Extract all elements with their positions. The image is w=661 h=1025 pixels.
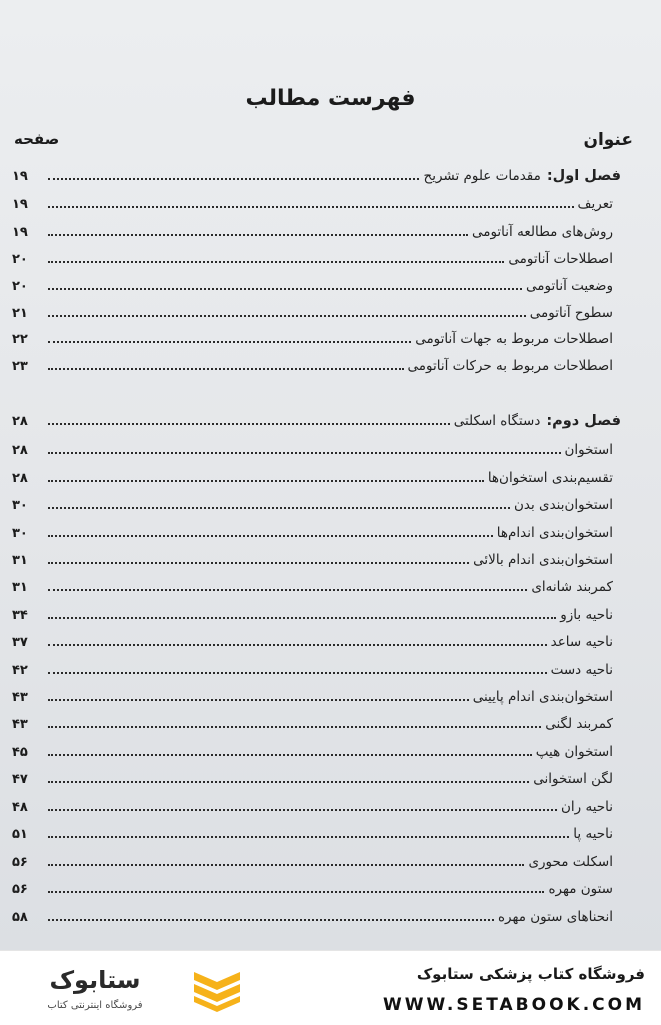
toc-entry-label: کمربند لگنی [545, 716, 613, 732]
dot-leader [48, 562, 469, 564]
toc-entry [12, 901, 613, 925]
toc-entry-page: ۵۶ [12, 855, 28, 870]
toc-entry-label: استخوان‌بندی بدن [513, 497, 613, 513]
shop-name: فروشگاه کتاب پزشکی ستابوک [416, 965, 645, 983]
toc-entry [12, 873, 613, 897]
toc-entry [12, 654, 613, 678]
toc-entry-label: وضعیت آناتومی [526, 278, 613, 294]
toc-entry-page: ۲۲ [12, 332, 28, 347]
toc-entry-page: ۲۰ [12, 279, 28, 294]
toc-entry-label: ناحیه دست [550, 662, 613, 678]
toc-entry-label: دستگاه اسکلتی [453, 413, 541, 429]
toc-entry-label: اصطلاحات آناتومی [508, 251, 613, 267]
dot-leader [48, 836, 569, 838]
toc-entry-label: ناحیه ساعد [550, 634, 613, 650]
dot-leader [48, 178, 419, 180]
dot-leader [48, 726, 541, 728]
dot-leader [48, 699, 469, 701]
toc-entry-label: تقسیم‌بندی استخوان‌ها [487, 470, 613, 486]
toc-entry-label: سطوح آناتومی [529, 305, 613, 321]
toc-entry-page: ۲۰ [12, 252, 28, 267]
dot-leader [48, 206, 574, 208]
dot-leader [48, 423, 450, 425]
toc-entry-page: ۳۴ [12, 608, 28, 623]
dot-leader [48, 368, 404, 370]
toc-entry-label: اسکلت محوری [528, 854, 613, 870]
toc-entry-page: ۱۹ [12, 169, 28, 184]
toc-entry-page: ۲۱ [12, 306, 28, 321]
toc-entry-label: ناحیه ران [560, 799, 613, 815]
dot-leader [48, 919, 494, 921]
toc-entry-label: تعریف [577, 196, 613, 212]
toc-entry [12, 626, 613, 650]
toc-entry-label: اصطلاحات مربوط به حرکات آناتومی [407, 358, 613, 374]
toc-entry-label: کمربند شانه‌ای [531, 579, 613, 595]
toc-entry-page: ۳۷ [12, 635, 28, 650]
toc-entry-label: استخوان هیپ [535, 744, 613, 760]
toc-entry-page: ۴۳ [12, 717, 28, 732]
brand-book-icon [190, 968, 244, 1012]
toc-chapter-entry [12, 405, 621, 429]
toc-entry-page: ۳۰ [12, 498, 28, 513]
shop-url[interactable]: WWW.SETABOOK.COM [383, 995, 645, 1015]
toc-entry-page: ۴۲ [12, 663, 28, 678]
toc-entry-label: انحناهای ستون مهره [497, 909, 613, 925]
dot-leader [48, 864, 524, 866]
brand-logo[interactable] [20, 966, 170, 1016]
toc-entry-label: لگن استخوانی [533, 771, 613, 787]
toc-entry [12, 791, 613, 815]
toc-entry [12, 571, 613, 595]
toc-entry [12, 188, 613, 212]
toc-entry-page: ۵۸ [12, 910, 28, 925]
toc-entry [12, 599, 613, 623]
toc-entry-page: ۵۶ [12, 882, 28, 897]
toc-entry-label: روش‌های مطالعه آناتومی [471, 224, 613, 240]
toc-entry [12, 270, 613, 294]
toc-entry-label: استخوان [564, 442, 613, 458]
toc-entry [12, 681, 613, 705]
dot-leader [48, 589, 527, 591]
toc-entry-page: ۳۱ [12, 553, 28, 568]
toc-entry [12, 462, 613, 486]
toc-entry-page: ۱۹ [12, 197, 28, 212]
toc-entry-page: ۲۸ [12, 443, 28, 458]
toc-entry-label: استخوان‌بندی اندام پایینی [472, 689, 613, 705]
toc-entry-label: ناحیه بازو [560, 607, 613, 623]
brand-tagline: فروشگاه اینترنتی کتاب [47, 1000, 143, 1011]
toc-entry [12, 297, 613, 321]
toc-entry [12, 434, 613, 458]
dot-leader [48, 809, 557, 811]
dot-leader [48, 315, 526, 317]
dot-leader [48, 234, 468, 236]
dot-leader [48, 535, 493, 537]
dot-leader [48, 754, 532, 756]
toc-entry-label: ستون مهره [548, 881, 613, 897]
toc-entry-page: ۳۰ [12, 526, 28, 541]
toc-entry-page: ۲۸ [12, 414, 28, 429]
toc-entry-label: ناحیه پا [573, 826, 613, 842]
toc-entry [12, 517, 613, 541]
toc-entry [12, 243, 613, 267]
chapter-prefix: فصل دوم: [546, 413, 621, 429]
dot-leader [48, 507, 510, 509]
toc-entry-label: اصطلاحات مربوط به جهات آناتومی [415, 331, 613, 347]
page-title: فهرست مطالب [245, 86, 416, 111]
dot-leader [48, 891, 544, 893]
toc-entry-label: مقدمات علوم تشریح [423, 168, 541, 184]
chapter-prefix: فصل اول: [546, 168, 621, 184]
toc-entry-page: ۲۳ [12, 359, 28, 374]
toc-entry [12, 489, 613, 513]
toc-entry-page: ۲۸ [12, 471, 28, 486]
column-page-header: صفحه [14, 130, 60, 148]
toc-entry-page: ۴۳ [12, 690, 28, 705]
toc-entry-page: ۳۱ [12, 580, 28, 595]
toc-entry-label: استخوان‌بندی اندام بالائی [473, 552, 613, 568]
dot-leader [48, 781, 529, 783]
toc-entry-label: استخوان‌بندی اندام‌ها [496, 525, 613, 541]
toc-entry [12, 763, 613, 787]
column-title-header: عنوان [583, 130, 633, 150]
dot-leader [48, 341, 411, 343]
toc-entry [12, 736, 613, 760]
dot-leader [48, 672, 547, 674]
brand-wordmark: ستابوک [49, 966, 141, 994]
toc-entry [12, 708, 613, 732]
toc-entry [12, 846, 613, 870]
toc-entry [12, 216, 613, 240]
toc-entry-page: ۱۹ [12, 225, 28, 240]
dot-leader [48, 288, 522, 290]
dot-leader [48, 617, 556, 619]
toc-entry-page: ۴۷ [12, 772, 28, 787]
toc-entry-page: ۴۸ [12, 800, 28, 815]
toc-entry [12, 323, 613, 347]
dot-leader [48, 261, 504, 263]
toc-entry-page: ۵۱ [12, 827, 28, 842]
toc-entry-page: ۴۵ [12, 745, 28, 760]
dot-leader [48, 480, 484, 482]
toc-entry [12, 544, 613, 568]
dot-leader [48, 644, 547, 646]
toc-entry [12, 350, 613, 374]
toc-entry [12, 818, 613, 842]
dot-leader [48, 452, 561, 454]
toc-chapter-entry [12, 160, 621, 184]
